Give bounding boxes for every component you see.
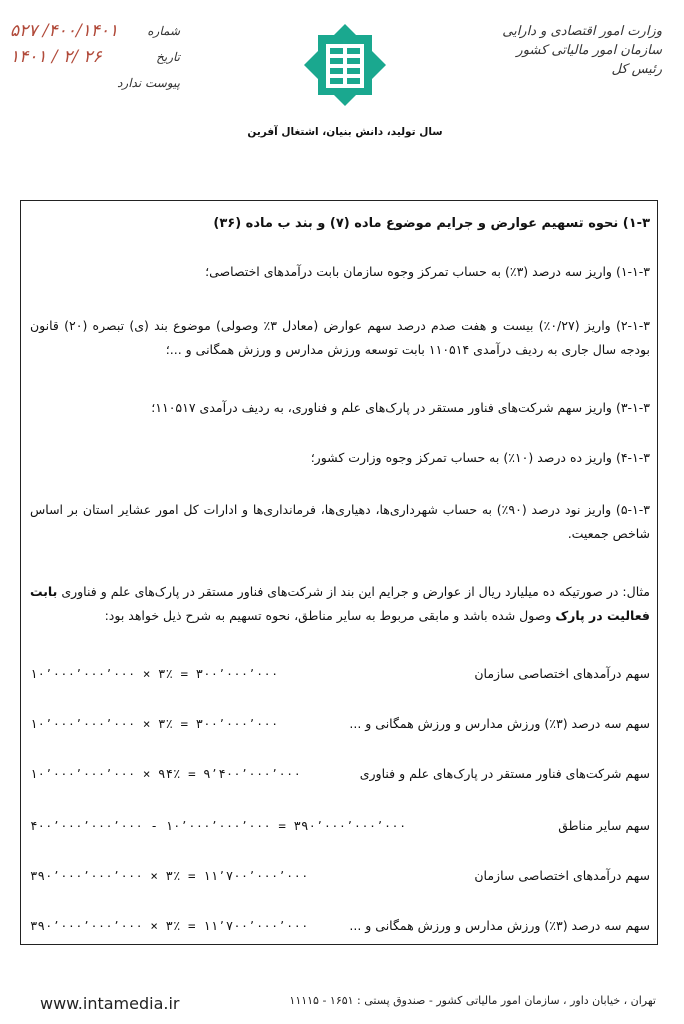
office-name: رئیس کل [611, 62, 662, 77]
calc-row [30, 918, 650, 942]
calc-label: سهم درآمدهای اختصاصی سازمان [474, 868, 650, 883]
calc-label: سهم سه درصد (۳٪) ورزش مدارس و ورزش همگانی و ... [349, 716, 650, 731]
calc-row [30, 868, 650, 892]
calc-expression: ۱۰٬۰۰۰٬۰۰۰٬۰۰۰ × ۳٪ = ۳۰۰٬۰۰۰٬۰۰۰ [30, 716, 279, 731]
item-4: ۴-۱-۳) واریز ده درصد (۱۰٪) به حساب تمرکز وجوه وزارت کشور؛ [310, 450, 650, 465]
organization-name: سازمان امور مالیاتی کشور [516, 43, 662, 58]
letter-date-label: تاریخ [156, 50, 180, 64]
letter-number-row [10, 18, 180, 44]
organization-emblem-icon [302, 22, 388, 108]
calc-label: سهم سه درصد (۳٪) ورزش مدارس و ورزش همگانی و ... [349, 918, 650, 933]
calc-expression: ۴۰۰٬۰۰۰٬۰۰۰٬۰۰۰ - ۱۰٬۰۰۰٬۰۰۰٬۰۰۰ = ۳۹۰٬۰۰۰٬۰۰۰٬۰۰۰ [30, 818, 407, 833]
letter-attachment-label: پیوست ندارد [117, 76, 180, 90]
calc-label: سهم شرکت‌های فناور مستقر در پارک‌های علم و فناوری [359, 766, 650, 781]
calc-row [30, 716, 650, 740]
calc-row [30, 666, 650, 690]
calc-expression: ۱۰٬۰۰۰٬۰۰۰٬۰۰۰ × ۹۴٪ = ۹٬۴۰۰٬۰۰۰٬۰۰۰ [30, 766, 301, 781]
letter-number-value: ۴۰۰/۱۴۰۱/ ۵۲۷ [10, 21, 119, 41]
item-3: ۳-۱-۳) واریز سهم شرکت‌های فناور مستقر در پارک‌های علم و فناوری، به ردیف درآمدی ۱۱۰۵۱۷؛ [151, 400, 650, 415]
calc-expression: ۳۹۰٬۰۰۰٬۰۰۰٬۰۰۰ × ۳٪ = ۱۱٬۷۰۰٬۰۰۰٬۰۰۰ [30, 868, 309, 883]
example-text: مثال: در صورتیکه ده میلیارد ریال از عوارض و جرایم این بند از شرکت‌های فناور مستقر در پارک‌های علم و فناوری [61, 584, 650, 599]
letter-number-label: شماره [147, 24, 180, 38]
calc-row [30, 818, 650, 842]
letter-date-value: ۲۶ /۲ / ۱۴۰۱ [10, 47, 102, 67]
letterhead-ministry [492, 22, 662, 79]
calc-expression: ۱۰٬۰۰۰٬۰۰۰٬۰۰۰ × ۳٪ = ۳۰۰٬۰۰۰٬۰۰۰ [30, 666, 279, 681]
postal-address: تهران ، خیابان داور ، سازمان امور مالیاتی کشور - صندوق پستی : ۱۶۵۱ - ۱۱۱۱۵ [289, 994, 656, 1007]
calc-row [30, 766, 650, 790]
calc-label: سهم درآمدهای اختصاصی سازمان [474, 666, 650, 681]
calc-label: سهم سایر مناطق [558, 818, 650, 833]
website-link[interactable]: www.intamedia.ir [40, 994, 180, 1013]
example-bold: بابت فعالیت در پارک [30, 584, 650, 623]
letter-attachment-row [10, 70, 180, 96]
section-title: ۱-۳) نحوه تسهیم عوارض و جرایم موضوع ماده (۷) و بند ب ماده (۳۶) [213, 216, 650, 231]
letter-date-row [10, 44, 180, 70]
example-rest: وصول شده باشد و مابقی مربوط به سایر مناطق، نحوه تسهیم به شرح ذیل خواهد بود: [104, 608, 552, 623]
ministry-name: وزارت امور اقتصادی و دارایی [502, 24, 662, 39]
calc-expression: ۳۹۰٬۰۰۰٬۰۰۰٬۰۰۰ × ۳٪ = ۱۱٬۷۰۰٬۰۰۰٬۰۰۰ [30, 918, 309, 933]
letter-meta [10, 18, 180, 96]
item-2: ۲-۱-۳) واریز (۰/۲۷٪) بیست و هفت صدم درصد سهم عوارض (معادل ۳٪ وصولی) موضوع بند (ی) تبصره (۲۰) قانون بودجه سال جاری به ردیف درآمدی ۱۱۰۵۱۴ بابت توسعه ورزش مدارس و ورزش همگانی و ...؛ [30, 318, 650, 357]
example-paragraph [30, 580, 650, 628]
item-5: ۵-۱-۳) واریز نود درصد (۹۰٪) به حساب شهرداری‌ها، دهیاری‌ها، فرمانداری‌ها و ادارات کل امور عشایر استان بر اساس شاخص جمعیت. [30, 502, 650, 541]
year-slogan: سال تولید، دانش بنیان، اشتغال آفرین [247, 126, 443, 138]
item-1: ۱-۱-۳) واریز سه درصد (۳٪) به حساب تمرکز وجوه سازمان بابت درآمدهای اختصاصی؛ [205, 264, 650, 279]
